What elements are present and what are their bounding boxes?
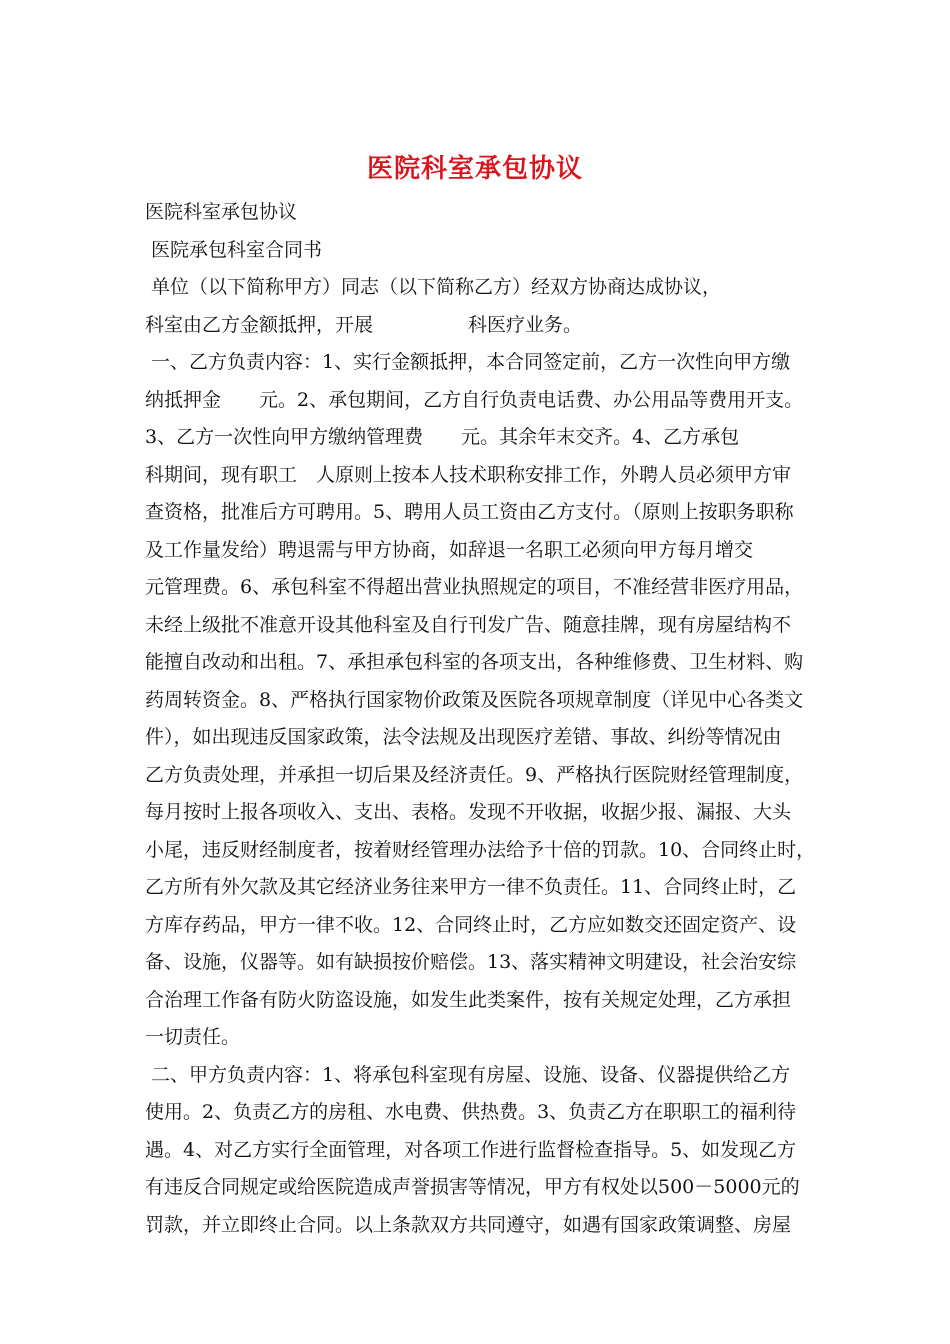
paragraph-line: 一、乙方负责内容：1、实行金额抵押，本合同签定前，乙方一次性向甲方缴 (145, 351, 791, 373)
document-body (145, 194, 825, 1244)
paragraph-line: 医院科室承包协议 (145, 201, 298, 223)
paragraph-line: 有违反合同规定或给医院造成声誉损害等情况，甲方有权处以500－5000元的 (145, 1176, 800, 1198)
paragraph-line: 备、设施，仪器等。如有缺损按价赔偿。13、落实精神文明建设，社会治安综 (145, 951, 797, 973)
paragraph-line: 纳抵押金 元。2、承包期间，乙方自行负责电话费、办公用品等费用开支。 (145, 388, 804, 411)
paragraph-line: 科室由乙方金额抵押，开展 科医疗业务。 (145, 313, 583, 336)
paragraph-line: 能擅自改动和出租。7、承担承包科室的各项支出，各种维修费、卫生材料、购 (145, 651, 804, 673)
paragraph-line: 未经上级批不准意开设其他科室及自行刊发广告、随意挂牌，现有房屋结构不 (145, 613, 792, 636)
paragraph-line: 乙方所有外欠款及其它经济业务往来甲方一律不负责任。11、合同终止时，乙 (145, 876, 797, 898)
paragraph-line: 3、乙方一次性向甲方缴纳管理费 元。其余年末交齐。4、乙方承包 (145, 426, 740, 448)
paragraph-line: 二、甲方负责内容：1、将承包科室现有房屋、设施、设备、仪器提供给乙方 (145, 1063, 791, 1086)
paragraph-line: 合治理工作备有防火防盗设施，如发生此类案件，按有关规定处理，乙方承担 (145, 988, 792, 1011)
paragraph-line: 药周转资金。8、严格执行国家物价政策及医院各项规章制度（详见中心各类文 (145, 688, 804, 711)
paragraph-line: 遇。4、对乙方实行全面管理，对各项工作进行监督检查指导。5、如发现乙方 (145, 1138, 797, 1161)
paragraph-line: 罚款，并立即终止合同。以上条款双方共同遵守，如遇有国家政策调整、房屋 (145, 1213, 792, 1236)
paragraph-line: 件），如出现违反国家政策，法令法规及出现医疗差错、事故、纠纷等情况由 (145, 726, 782, 748)
paragraph-line: 及工作量发给）聘退需与甲方协商，如辞退一名职工必须向甲方每月增交 (145, 538, 754, 561)
paragraph-line: 每月按时上报各项收入、支出、表格。发现不开收据，收据少报、漏报、大头 (145, 801, 792, 823)
paragraph-line: 使用。2、负责乙方的房租、水电费、供热费。3、负责乙方在职职工的福利待 (145, 1101, 797, 1123)
paragraph-line: 医院承包科室合同书 (145, 238, 323, 261)
paragraph-line: 查资格，批准后方可聘用。5、聘用人员工资由乙方支付。（原则上按职务职称 (145, 501, 794, 523)
paragraph-line: 小尾，违反财经制度者，按着财经管理办法给予十倍的罚款。10、合同终止时， (145, 838, 816, 861)
paragraph-line: 单位（以下简称甲方）同志（以下简称乙方）经双方协商达成协议， (145, 276, 722, 298)
paragraph-line: 乙方负责处理，并承担一切后果及经济责任。9、严格执行医院财经管理制度， (145, 763, 804, 786)
paragraph-line: 元管理费。6、承包科室不得超出营业执照规定的项目，不准经营非医疗用品， (145, 576, 804, 598)
paragraph-line: 方库存药品，甲方一律不收。12、合同终止时，乙方应如数交还固定资产、设 (145, 913, 797, 936)
paragraph-line: 一切责任。 (145, 1026, 241, 1048)
paragraph-line: 科期间，现有职工 人原则上按本人技术职称安排工作，外聘人员必须甲方审 (145, 463, 792, 486)
document-title: 医院科室承包协议 (366, 154, 583, 184)
